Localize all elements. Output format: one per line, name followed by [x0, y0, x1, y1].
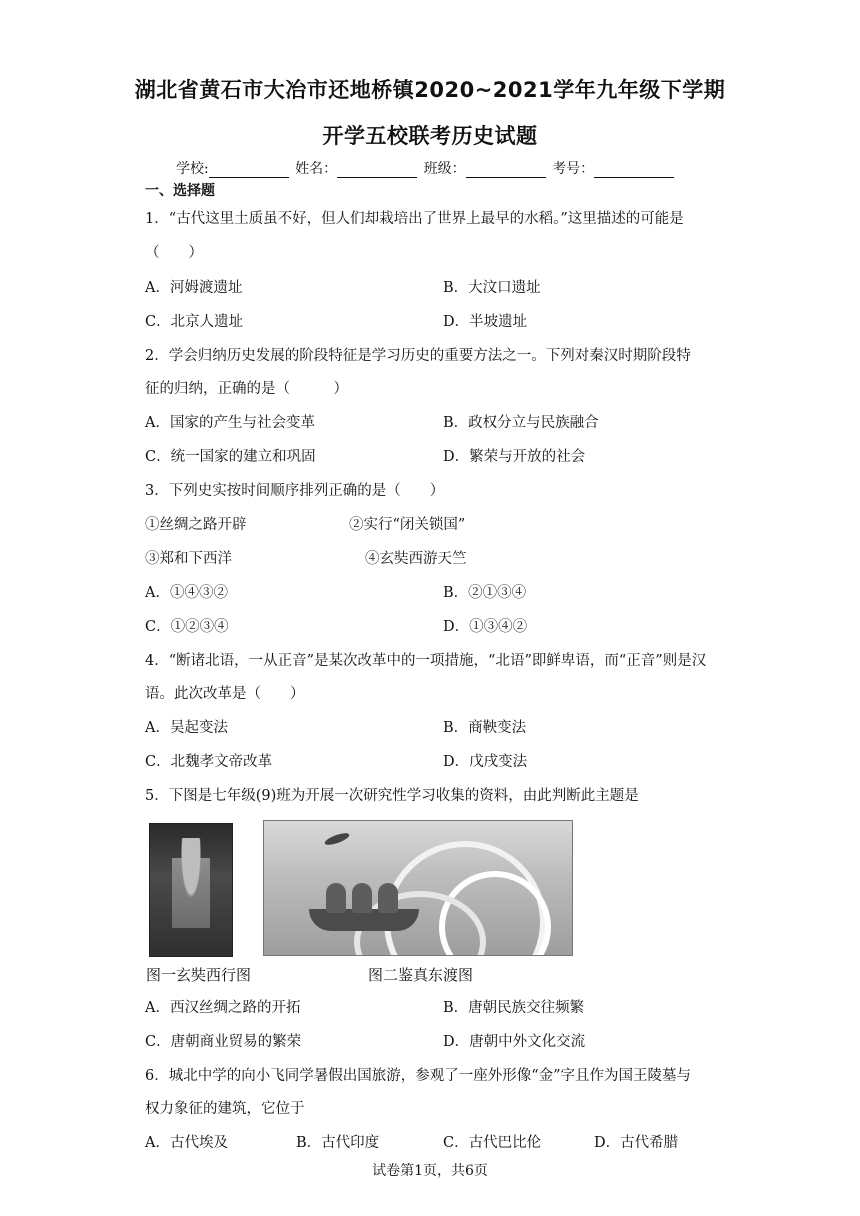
q3-item-3: ③郑和下西洋 — [145, 551, 232, 567]
monk-shape — [326, 883, 346, 913]
section-title: 一、选择题 — [145, 183, 215, 199]
q3-option-d[interactable]: D．①③④② — [443, 619, 528, 635]
jianzhen-voyage-image — [263, 820, 573, 956]
figure2-caption: 图二鉴真东渡图 — [368, 966, 474, 984]
q5-option-d[interactable]: D．唐朝中外文化交流 — [443, 1034, 586, 1050]
q6-stem-line1: 6．城北中学的向小飞同学暑假出国旅游，参观了一座外形像“金”字且作为国王陵墓与 — [145, 1068, 692, 1084]
q3-option-a[interactable]: A．①④③② — [145, 585, 228, 601]
student-info-row — [176, 158, 676, 178]
monk-figure-shape — [172, 838, 210, 938]
q3-item-2: ②实行“闭关锁国” — [349, 517, 466, 533]
q2-option-d[interactable]: D．繁荣与开放的社会 — [443, 449, 586, 465]
q4-stem-line1: 4．“断诸北语，一从正音”是某次改革中的一项措施，“北语”即鲜卑语，而“正音”则是汉 — [145, 653, 707, 669]
q4-option-d[interactable]: D．戊戌变法 — [443, 754, 528, 770]
q3-item-1: ①丝绸之路开辟 — [145, 517, 247, 533]
q1-option-b[interactable]: B．大汶口遗址 — [443, 280, 541, 296]
q4-stem-line2: 语。此次改革是（ ） — [145, 686, 305, 702]
class-blank[interactable] — [466, 163, 546, 178]
q3-option-b[interactable]: B．②①③④ — [443, 585, 527, 601]
q5-stem: 5．下图是七年级(9)班为开展一次研究性学习收集的资料，由此判断此主题是 — [145, 788, 639, 804]
q6-option-d[interactable]: D．古代希腊 — [594, 1135, 679, 1151]
q1-option-c[interactable]: C．北京人遗址 — [145, 314, 244, 330]
q6-option-c[interactable]: C．古代巴比伦 — [443, 1135, 542, 1151]
q5-option-b[interactable]: B．唐朝民族交往频繁 — [443, 1000, 585, 1016]
class-label: 班级： — [423, 161, 466, 177]
q5-option-a[interactable]: A．西汉丝绸之路的开拓 — [145, 1000, 301, 1016]
q1-option-d[interactable]: D．半坡遗址 — [443, 314, 528, 330]
q1-option-a[interactable]: A．河姆渡遗址 — [145, 280, 243, 296]
q2-stem-line1: 2．学会归纳历史发展的阶段特征是学习历史的重要方法之一。下列对秦汉时期阶段特 — [145, 348, 691, 364]
q5-option-c[interactable]: C．唐朝商业贸易的繁荣 — [145, 1034, 302, 1050]
name-label: 姓名： — [295, 161, 338, 177]
q2-option-a[interactable]: A．国家的产生与社会变革 — [145, 415, 315, 431]
q1-stem-line2: （ ） — [145, 245, 203, 261]
q1-stem-line1: 1．“古代这里土质虽不好，但人们却栽培出了世界上最早的水稻。”这里描述的可能是 — [145, 211, 684, 227]
q2-option-b[interactable]: B．政权分立与民族融合 — [443, 415, 599, 431]
q3-stem: 3．下列史实按时间顺序排列正确的是（ ） — [145, 483, 445, 499]
school-blank[interactable] — [209, 163, 289, 178]
q3-option-c[interactable]: C．①②③④ — [145, 619, 229, 635]
id-label: 考号： — [552, 161, 595, 177]
q4-option-a[interactable]: A．吴起变法 — [145, 720, 228, 736]
page-footer: 试卷第1页，共6页 — [372, 1163, 488, 1179]
exam-title-line2: 开学五校联考历史试题 — [322, 124, 538, 148]
monk-shape — [352, 883, 372, 913]
monk-shape — [378, 883, 398, 913]
figure1-caption: 图一玄奘西行图 — [146, 966, 252, 984]
q2-stem-line2: 征的归纳，正确的是（ ） — [145, 381, 348, 397]
q4-option-b[interactable]: B．商鞅变法 — [443, 720, 527, 736]
exam-title-line1: 湖北省黄石市大冶市还地桥镇2020~2021学年九年级下学期 — [134, 78, 726, 102]
q6-stem-line2: 权力象征的建筑，它位于 — [145, 1101, 305, 1117]
id-blank[interactable] — [594, 163, 674, 178]
q5-figure — [146, 820, 576, 985]
name-blank[interactable] — [337, 163, 417, 178]
school-label: 学校: — [176, 161, 209, 177]
xuanzang-travel-image — [149, 823, 233, 957]
q3-item-4: ④玄奘西游天竺 — [365, 551, 467, 567]
q6-option-a[interactable]: A．古代埃及 — [145, 1135, 228, 1151]
q4-option-c[interactable]: C．北魏孝文帝改革 — [145, 754, 273, 770]
bird-shape — [323, 831, 350, 847]
q2-option-c[interactable]: C．统一国家的建立和巩固 — [145, 449, 316, 465]
q6-option-b[interactable]: B．古代印度 — [296, 1135, 380, 1151]
